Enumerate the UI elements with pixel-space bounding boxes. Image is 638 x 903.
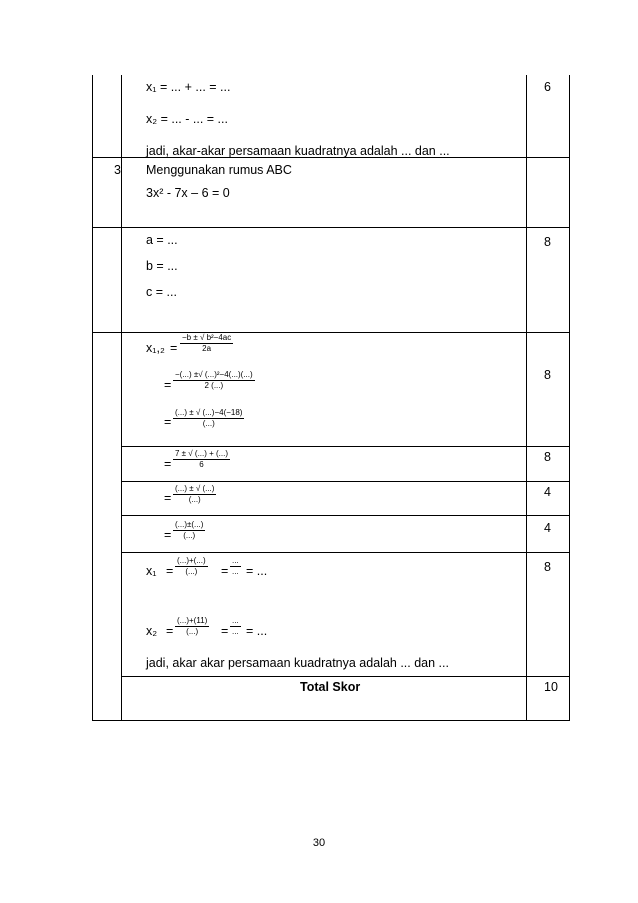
equals-sign: = <box>221 624 229 638</box>
formula-fraction <box>173 408 244 429</box>
row-score: 4 <box>544 521 551 535</box>
root-label: x₂ <box>146 624 158 638</box>
fraction-numerator: (...)+(...) <box>177 556 206 565</box>
step-line: x₂ = ... - ... = ... <box>146 112 228 126</box>
fraction-numerator: (...) ± √ (...) <box>175 484 215 493</box>
fraction-numerator: (...)+(11) <box>177 616 208 625</box>
row-score: 4 <box>544 485 551 499</box>
question-number: 3 <box>114 163 121 177</box>
fraction-numerator: ... <box>232 556 239 565</box>
result-tail: = ... <box>246 564 268 578</box>
formula-lhs: x₁,₂ <box>146 341 165 355</box>
row-divider <box>121 515 570 516</box>
formula-fraction <box>175 556 208 577</box>
fraction-denominator: (...) <box>188 495 201 504</box>
equals-sign: = <box>170 341 178 355</box>
fraction-denominator: (...) <box>202 419 215 428</box>
fraction-denominator: ... <box>232 567 239 576</box>
row-divider <box>92 332 570 333</box>
row-score: 8 <box>544 560 551 574</box>
step-line: 3x² - 7x – 6 = 0 <box>146 186 230 200</box>
total-score-value: 10 <box>544 680 558 694</box>
fraction-denominator: (...) <box>183 531 196 540</box>
equals-sign: = <box>221 564 229 578</box>
total-score-label: Total Skor <box>300 680 361 694</box>
row-divider <box>121 552 570 553</box>
formula-fraction <box>230 556 241 577</box>
equals-sign: = <box>164 528 172 542</box>
fraction-denominator: 2a <box>202 344 212 353</box>
fraction-numerator: (...)±(...) <box>175 520 204 529</box>
step-line: Menggunakan rumus ABC <box>146 163 292 177</box>
formula-fraction <box>173 520 205 541</box>
step-line: x₁ = ... + ... = ... <box>146 80 231 94</box>
page-number: 30 <box>312 837 326 849</box>
row-score: 6 <box>544 80 551 94</box>
row-divider <box>121 446 570 447</box>
fraction-numerator: ... <box>232 616 239 625</box>
row-divider <box>121 676 570 677</box>
formula-fraction <box>173 484 216 505</box>
row-divider <box>121 481 570 482</box>
root-label: x₁ <box>146 564 157 578</box>
row-score: 8 <box>544 235 551 249</box>
step-line: jadi, akar akar persamaan kuadratnya adalah ... dan ... <box>146 656 449 670</box>
formula-fraction <box>173 449 230 470</box>
equals-sign: = <box>166 564 174 578</box>
formula-fraction <box>230 616 241 637</box>
formula-fraction <box>180 333 233 354</box>
fraction-numerator: (...) ± √ (...)−4(−18) <box>175 408 243 417</box>
equals-sign: = <box>164 378 172 392</box>
fraction-denominator: 2 (...) <box>204 381 224 390</box>
step-line: a = ... <box>146 233 178 247</box>
formula-fraction <box>173 370 255 391</box>
equals-sign: = <box>164 415 172 429</box>
equals-sign: = <box>164 491 172 505</box>
table-border-right <box>569 75 570 721</box>
fraction-denominator: 6 <box>199 460 204 469</box>
row-divider <box>92 227 570 228</box>
step-line: b = ... <box>146 259 178 273</box>
row-score: 8 <box>544 368 551 382</box>
equals-sign: = <box>166 624 174 638</box>
table-border-left <box>92 75 93 721</box>
table-col-divider-2 <box>526 75 527 721</box>
row-score: 8 <box>544 450 551 464</box>
fraction-denominator: (...) <box>186 627 199 636</box>
fraction-denominator: ... <box>232 627 239 636</box>
fraction-numerator: −(...) ±√ (...)²−4(...)(...) <box>175 370 253 379</box>
table-border-bottom <box>92 720 570 721</box>
step-line: jadi, akar-akar persamaan kuadratnya adalah ... dan ... <box>146 144 450 158</box>
fraction-numerator: 7 ± √ (...) + (...) <box>175 449 229 458</box>
fraction-denominator: (...) <box>185 567 198 576</box>
fraction-numerator: −b ± √ b²−4ac <box>182 333 232 342</box>
table-col-divider-1 <box>121 75 122 721</box>
step-line: c = ... <box>146 285 177 299</box>
formula-fraction <box>175 616 209 637</box>
result-tail: = ... <box>246 624 268 638</box>
equals-sign: = <box>164 457 172 471</box>
